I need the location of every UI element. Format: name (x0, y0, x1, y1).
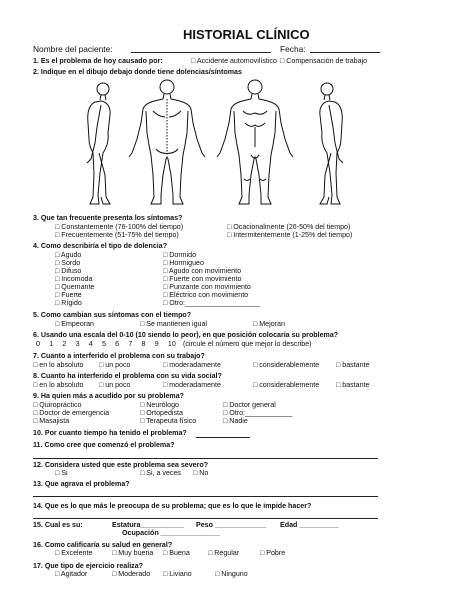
q17-option[interactable]: □ Liviano (163, 570, 192, 578)
q8-question: 8. Cuanto ha interferido el problema con su vida social? (33, 372, 222, 380)
q7-option[interactable]: □ moderadamente (163, 361, 221, 369)
q1-option[interactable]: □ Compensación de trabajo (280, 57, 368, 65)
q8-option[interactable]: □ moderadamente (163, 381, 221, 389)
q8-option[interactable]: □ considerablemente (253, 381, 320, 389)
weight-field[interactable]: Peso _____________ (196, 521, 267, 529)
q9-option[interactable]: □ Doctor de emergencia (33, 409, 110, 417)
q14-question: 14. Que es lo que más le preocupa de su problema; que es lo que le impide hacer? (33, 502, 312, 510)
q12-question: 12. Considera usted que este problema sea severo? (33, 461, 209, 469)
q5-option[interactable]: □ Empeoran (55, 320, 94, 328)
q7-option[interactable]: □ un poco (99, 361, 131, 369)
pain-scale-number[interactable]: 0 (36, 340, 40, 348)
q9-option[interactable]: □ Otro:____________ (223, 409, 293, 417)
date-field[interactable] (310, 52, 380, 53)
q11-question: 11. Como cree que comenzó el problema? (33, 441, 175, 449)
q4-option[interactable]: □ Hormigueo (163, 259, 204, 267)
q7-option[interactable]: □ bastante (336, 361, 370, 369)
q5-question: 5. Como cambian sus síntomas con el tiempo? (33, 311, 192, 319)
q4-option[interactable]: □ Difuso (55, 267, 82, 275)
q14-answer-field[interactable] (33, 518, 378, 519)
q17-option[interactable]: □ Ninguno (215, 570, 248, 578)
q11-answer-field[interactable] (33, 458, 378, 459)
q4-option[interactable]: □ Otro:___________________ (163, 299, 260, 307)
q17-option[interactable]: □ Moderado (112, 570, 151, 578)
pain-scale-number[interactable]: 4 (88, 340, 93, 348)
body-diagram[interactable] (55, 75, 375, 210)
q9-option[interactable]: □ Masajista (33, 417, 70, 425)
q8-option[interactable]: □ bastante (336, 381, 370, 389)
q5-option[interactable]: □ Se mantienen igual (140, 320, 207, 328)
pain-scale-number[interactable]: 9 (154, 340, 159, 348)
q3-option[interactable]: □ Ocacionalmente (26-50% del tiempo) (227, 223, 351, 231)
q13-answer-field[interactable] (33, 496, 378, 497)
q4-question: 4. Como describiría el tipo de dolencia? (33, 242, 168, 250)
q3-question: 3. Que tan frecuente presenta los síntomas? (33, 214, 183, 222)
pain-scale-number[interactable]: 8 (141, 340, 146, 348)
q3-option[interactable]: □ Intermitentemente (1-25% del tiempo) (227, 231, 353, 239)
q17-option[interactable]: □ Agitador (55, 570, 88, 578)
occupation-field[interactable]: Ocupación _______________ (122, 529, 220, 537)
q7-option[interactable]: □ en lo absoluto (33, 361, 84, 369)
q7-question: 7. Cuanto a interferido el problema con su trabajo? (33, 352, 205, 360)
q4-option[interactable]: □ Punzante con movimiento (163, 283, 251, 291)
pain-scale-number[interactable]: 5 (101, 340, 106, 348)
q16-question: 16. Como calificaría su salud en general? (33, 541, 173, 549)
q9-question: 9. Ha quien más a acudido por su problema? (33, 392, 184, 400)
q16-option[interactable]: □ Buena (163, 549, 190, 557)
q16-option[interactable]: □ Regular (208, 549, 240, 557)
patient-name-field[interactable] (131, 52, 271, 53)
q10-answer-field[interactable] (196, 437, 250, 438)
q4-option[interactable]: □ Sordo (55, 259, 81, 267)
q12-option[interactable]: □ Si, a veces (140, 469, 181, 477)
q9-option[interactable]: □ Quiropráctico (33, 401, 82, 409)
q4-option[interactable]: □ Fuerte con movimiento (163, 275, 242, 283)
q9-option[interactable]: □ Neurólogo (140, 401, 179, 409)
body-front-view[interactable] (217, 80, 293, 204)
height-field[interactable]: Estatura___________ (112, 521, 184, 529)
q13-question: 13. Que agrava el problema? (33, 480, 130, 488)
q3-option[interactable]: □ Frecuentemente (51-75% del tiempo) (55, 231, 179, 239)
q3-option[interactable]: □ Constantemente (76-100% del tiempo) (55, 223, 184, 231)
q4-option[interactable]: □ Fuerte (55, 291, 82, 299)
age-field[interactable]: Edad __________ (280, 521, 339, 529)
q16-option[interactable]: □ Muy buena (112, 549, 154, 557)
q16-option[interactable]: □ Excelente (55, 549, 93, 557)
q17-question: 17. Que tipo de ejercicio realiza? (33, 562, 143, 570)
q15-question: 15. Cual es su: (33, 521, 83, 529)
q9-option[interactable]: □ Terapeuta físico (140, 417, 197, 425)
q4-option[interactable]: □ Incomoda (55, 275, 93, 283)
pain-scale-number[interactable]: 1 (49, 340, 54, 348)
page-title: HISTORIAL CLÍNICO (183, 27, 310, 42)
q1-question: 1. Es el problema de hoy causado por: (33, 57, 163, 65)
pain-scale-number[interactable]: 10 (167, 340, 176, 348)
q16-option[interactable]: □ Pobre (260, 549, 286, 557)
q12-option[interactable]: □ No (193, 469, 209, 477)
pain-scale-number[interactable]: 2 (62, 340, 67, 348)
pain-scale-number[interactable]: 7 (128, 340, 133, 348)
q4-option[interactable]: □ Rígido (55, 299, 82, 307)
date-label: Fecha: (280, 44, 306, 54)
q6-question: 6. Usando una escala del 0-10 (10 siendo lo peor), en que posición colocaría su problema? (33, 331, 339, 339)
q1-option[interactable]: □ Accidente automovilístico (191, 57, 277, 65)
q4-option[interactable]: □ Agudo con movimiento (163, 267, 242, 275)
body-side-view-right[interactable] (320, 83, 343, 204)
q4-option[interactable]: □ Dormido (163, 251, 197, 259)
patient-name-label: Nombre del paciente: (33, 44, 113, 54)
pain-scale-note: (circule el número que mejor lo describe) (183, 340, 312, 348)
pain-scale[interactable] (36, 340, 181, 349)
q9-option[interactable]: □ Ortopedista (140, 409, 183, 417)
q9-option[interactable]: □ Nadie (223, 417, 248, 425)
q7-option[interactable]: □ considerablemente (253, 361, 320, 369)
pain-scale-number[interactable]: 6 (115, 340, 120, 348)
body-back-view[interactable] (129, 80, 205, 204)
q4-option[interactable]: □ Agudo (55, 251, 82, 259)
q4-option[interactable]: □ Quemante (55, 283, 95, 291)
q2-question: 2. Indique en el dibujo debajo donde tiene dolencias/síntomas (33, 68, 242, 76)
pain-scale-number[interactable]: 3 (75, 340, 80, 348)
q9-option[interactable]: □ Doctor general (223, 401, 276, 409)
q8-option[interactable]: □ en lo absoluto (33, 381, 84, 389)
q4-option[interactable]: □ Eléctrico con movimiento (163, 291, 249, 299)
q8-option[interactable]: □ un poco (99, 381, 131, 389)
body-side-view-left[interactable] (87, 83, 110, 204)
q5-option[interactable]: □ Mejoran (253, 320, 285, 328)
q10-question: 10. Por cuanto tiempo ha tenido el problema? (33, 429, 187, 437)
q12-option[interactable]: □ Si (55, 469, 68, 477)
